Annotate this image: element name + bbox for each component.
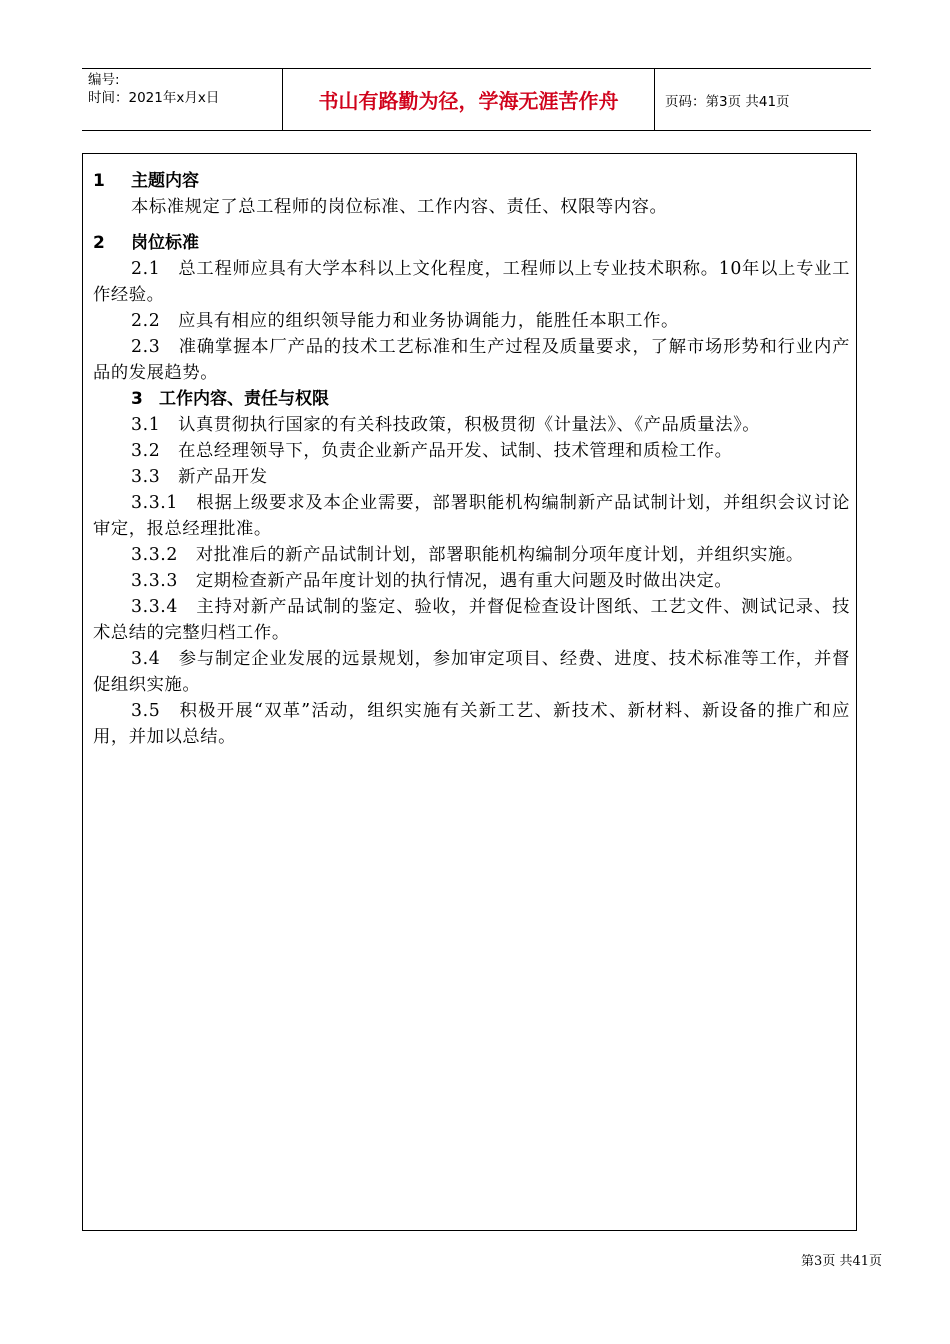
section-3-title: 工作内容、责任与权限 xyxy=(159,389,329,409)
clause-3-3-2: 3.3.2 对批准后的新产品试制计划，部署职能机构编制分项年度计划，并组织实施。 xyxy=(131,545,804,565)
time-label: 时间：2021年x月x日 xyxy=(88,90,220,106)
clause-3-3-4: 3.3.4 主持对新产品试制的鉴定、验收，并督促检查设计图纸、工艺文件、测试记录、技术总结的完整归档工作。 xyxy=(93,597,850,643)
content-frame xyxy=(82,153,857,1231)
clause-3-5: 3.5 积极开展“双革”活动，组织实施有关新工艺、新技术、新材料、新设备的推广和应用，并加以总结。 xyxy=(93,701,850,747)
section-2-title: 岗位标准 xyxy=(131,233,199,253)
section-1-number: 1 xyxy=(93,171,105,191)
section-1-paragraph: 本标准规定了总工程师的岗位标准、工作内容、责任、权限等内容。 xyxy=(131,197,668,217)
section-2-number: 2 xyxy=(93,233,105,253)
document-body xyxy=(93,168,850,750)
clause-3-2: 3.2 在总经理领导下，负责企业新产品开发、试制、技术管理和质检工作。 xyxy=(131,441,733,461)
footer-page-number: 第3页 共41页 xyxy=(801,1254,882,1269)
page-info-text: 页码：第3页 共41页 xyxy=(665,93,790,110)
clause-3-3-1: 3.3.1 根据上级要求及本企业需要，部署职能机构编制新产品试制计划，并组织会议讨论审定，报总经理批准。 xyxy=(93,493,850,539)
header-left-cell xyxy=(82,69,282,130)
header-page-info xyxy=(655,69,871,130)
motto-text: 书山有路勤为径，学海无涯苦作舟 xyxy=(318,89,619,113)
section-1-heading xyxy=(93,168,850,194)
section-1-title: 主题内容 xyxy=(131,171,199,191)
clause-3-3: 3.3 新产品开发 xyxy=(131,467,268,487)
section-2-heading xyxy=(93,230,850,256)
clause-2-2: 2.2 应具有相应的组织领导能力和业务协调能力，能胜任本职工作。 xyxy=(131,311,679,331)
clause-3-4: 3.4 参与制定企业发展的远景规划，参加审定项目、经费、进度、技术标准等工作，并督促组织实施。 xyxy=(93,649,850,695)
section-3-heading xyxy=(93,386,850,412)
section-3-number: 3 xyxy=(131,389,143,409)
clause-3-3-3: 3.3.3 定期检查新产品年度计划的执行情况，遇有重大问题及时做出决定。 xyxy=(131,571,733,591)
clause-2-1: 2.1 总工程师应具有大学本科以上文化程度，工程师以上专业技术职称。10年以上专业工作经验。 xyxy=(93,259,850,305)
header-motto xyxy=(282,69,655,130)
number-label: 编号: xyxy=(88,72,120,88)
page-header xyxy=(82,68,871,131)
clause-2-3: 2.3 准确掌握本厂产品的技术工艺标准和生产过程及质量要求，了解市场形势和行业内产品的发展趋势。 xyxy=(93,337,850,383)
clause-3-1: 3.1 认真贯彻执行国家的有关科技政策，积极贯彻《计量法》、《产品质量法》。 xyxy=(131,415,761,435)
page-footer xyxy=(801,1250,882,1269)
